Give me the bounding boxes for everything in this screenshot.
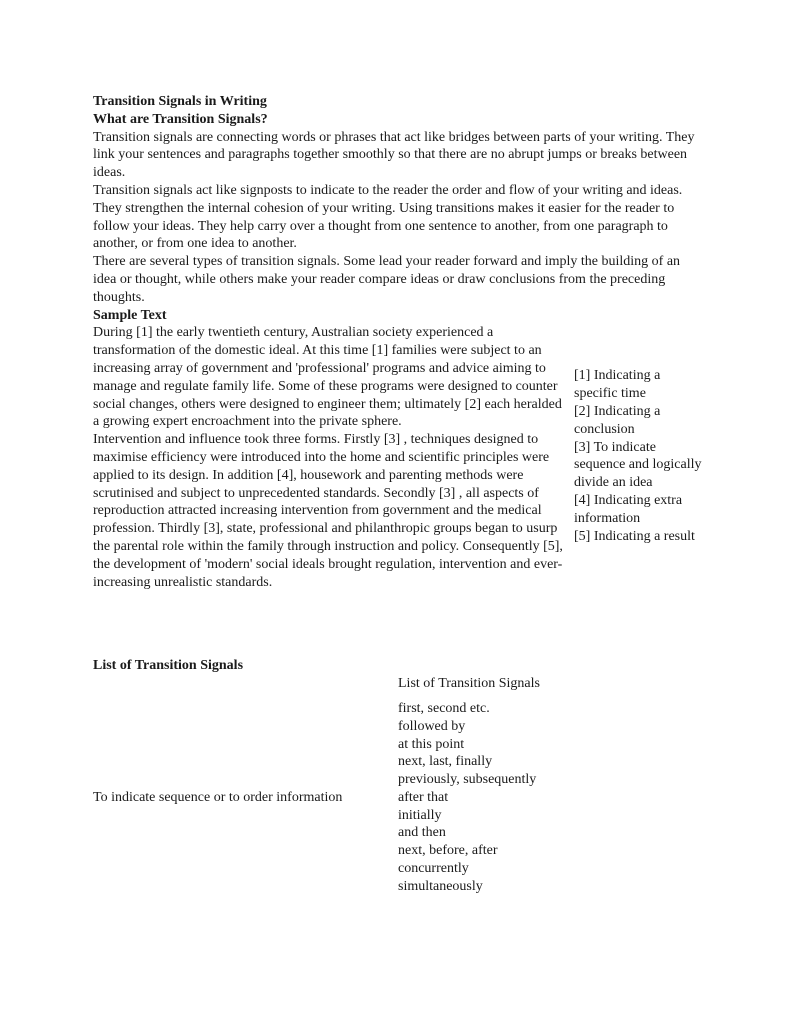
section-heading: What are Transition Signals? [93, 111, 268, 127]
list-item: concurrently [398, 861, 469, 877]
note-item: [5] Indicating a result [574, 528, 695, 544]
note-item: [1] Indicating a specific time [574, 368, 661, 402]
annotation-notes [566, 324, 704, 591]
note-item: [4] Indicating extra information [574, 492, 683, 526]
note-item: [2] Indicating a conclusion [574, 403, 661, 437]
table-header: List of Transition Signals [398, 676, 540, 692]
list-item: previously, subsequently [398, 772, 537, 788]
intro-paragraph: Transition signals act like signposts to indicate to the reader the order and flow of your writing and ideas. They strengthen the internal cohesion of your writing. Using transitions makes it easier for the reader to follow your ideas. They help carry over a thought from one sentence to another, from one paragraph to another, or from one idea to another. [93, 182, 683, 252]
list-item: simultaneously [398, 878, 483, 894]
transition-table [93, 700, 697, 896]
list-item: followed by [398, 718, 466, 734]
table-category: To indicate sequence or to order information [93, 789, 343, 805]
sample-section [93, 324, 702, 591]
table-header-row [93, 675, 697, 698]
list-item: after that [398, 789, 449, 805]
document-body [93, 93, 702, 896]
list-item: initially [398, 807, 442, 823]
intro-paragraph: Transition signals are connecting words or phrases that act like bridges between parts of your writing. They link your sentences and paragraphs together smoothly so that there are no abrupt jumps or breaks between ideas. [93, 129, 695, 181]
document-title: Transition Signals in Writing [93, 94, 267, 109]
sample-heading: Sample Text [93, 307, 167, 323]
list-item: next, last, finally [398, 754, 493, 770]
sample-text [93, 324, 566, 591]
note-item: [3] To indicate sequence and logically divide an idea [574, 439, 702, 491]
list-item: first, second etc. [398, 700, 490, 716]
sample-paragraph: During [1] the early twentieth century, Australian society experienced a transformation of the domestic ideal. At this time [1] families were subject to an increasing array of government and 'professional' programs and advice aiming to manage and regulate family life. Some of these programs were designed to counter social changes, others were designed to engineer them; ultimately [2] each heralded a growing expert encroachment into the private sphere. [93, 325, 562, 430]
table-items [398, 700, 697, 896]
sample-paragraph: Intervention and influence took three forms. Firstly [3] , techniques designed to maximise efficiency were introduced into the home and scientific principles were applied to its design. In addition [4], housework and parenting methods were scrutinised and subject to unprecedented standards. Secondly [3] , all aspects of reproduction attracted increasing intervention from government and the medical profession. Thirdly [3], state, professional and philanthropic groups began to usurp the parental role within the family through instruction and policy. Consequently [5], the development of 'modern' social ideals brought regulation, intervention and ever-increasing unrealistic standards. [93, 432, 563, 590]
list-item: next, before, after [398, 843, 498, 859]
intro-paragraph: There are several types of transition signals. Some lead your reader forward and imply the building of an idea or thought, while others make your reader compare ideas or draw conclusions from the preceding thoughts. [93, 254, 681, 305]
list-heading: List of Transition Signals [93, 658, 244, 674]
list-item: and then [398, 825, 446, 841]
list-item: at this point [398, 736, 465, 752]
